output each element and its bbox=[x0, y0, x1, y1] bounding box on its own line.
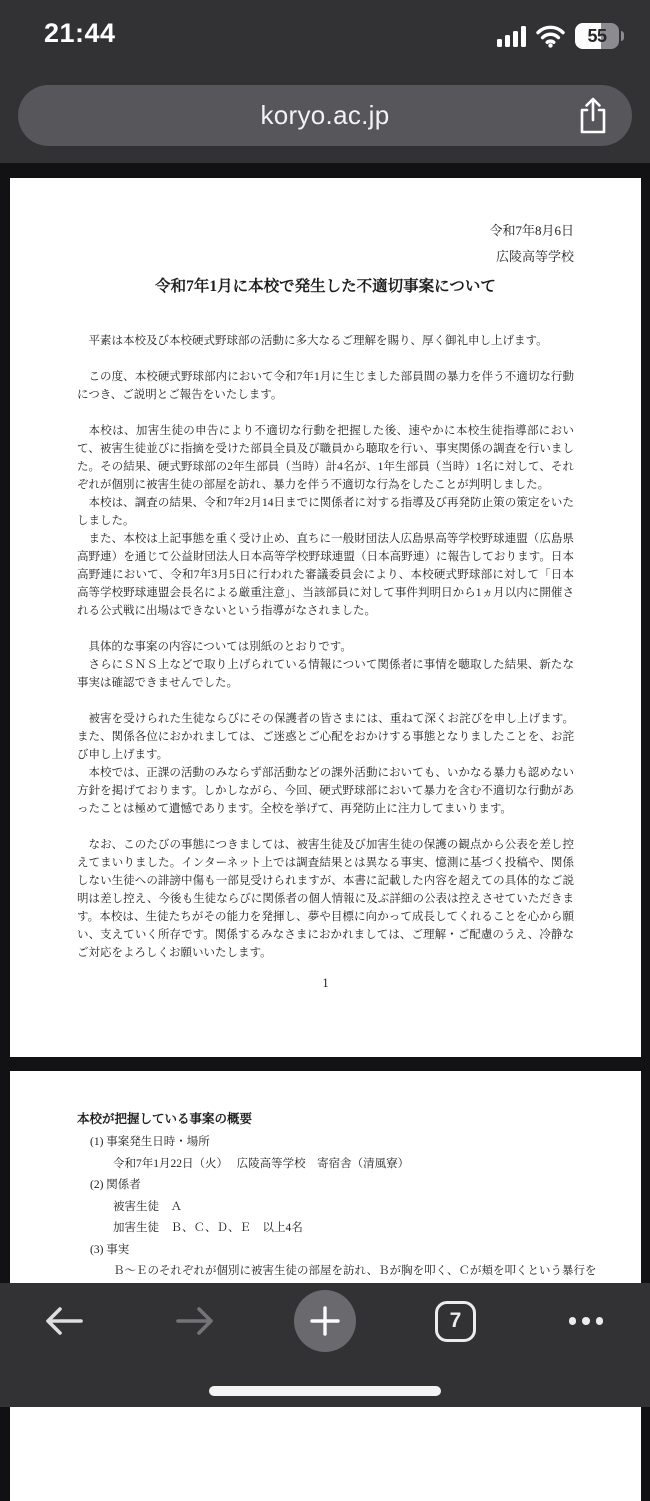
ellipsis-icon bbox=[569, 1317, 604, 1325]
document-paragraph: 被害を受けられた生徒ならびにその保護者の皆さまには、重ねて深くお詫びを申し上げます。また、関係各位におかれましては、ご迷惑とご心配をおかけする事態となりましたことを、お詫び申し上げます。 bbox=[77, 713, 574, 761]
tab-count-badge bbox=[435, 1301, 476, 1342]
tab-count: 7 bbox=[449, 1309, 462, 1332]
share-icon bbox=[576, 96, 610, 136]
document-paragraph: なお、このたびの事態につきましては、被害生徒及び加害生徒の保護の観点から公表を差し控えてまいりました。インターネット上では調査結果とは異なる事実、憶測に基づく投稿や、関係しない生徒への誹謗中傷も一部見受けられますが、本書に記載した内容を超えての具体的なご説明は差し控え、今後も生徒ならびに関係者の個人情報に及ぶ詳細の公表は控えさせていただきます。本校は、生徒たちがその能力を発揮し、夢や目標に向かって成長してくれることを心から願い、支えていく所存です。関係するみなさまにおかれましては、ご理解・ご配慮のうえ、冷静なご対応をよろしくお願いいたします。 bbox=[77, 839, 574, 959]
overview-line: 加害生徒 Ｂ、Ｃ、Ｄ、Ｅ 以上4名 bbox=[113, 1222, 303, 1234]
overview-list bbox=[77, 1132, 597, 1304]
document-paragraph: 具体的な事案の内容については別紙のとおりです。 bbox=[88, 641, 352, 653]
document-paragraph: 本校では、正課の活動のみならず部活動などの課外活動においても、いかなる暴力も認めない方針を掲げております。しかしながら、今回、硬式野球部において暴力を含む不適切な行動があったことは極めて遺憾であります。全校を挙げて、再発防止に注力してまいります。 bbox=[77, 767, 574, 815]
overview-line: Ｂ～Ｅのそれぞれが個別に被害生徒の部屋を訪れ、Ｂが胸を叩く、Ｃが頬を叩くという暴行を bbox=[113, 1265, 597, 1277]
back-button[interactable] bbox=[32, 1289, 96, 1353]
document-paragraph: 平素は本校及び本校硬式野球部の活動に多大なるご理解を賜り、厚く御礼申し上げます。 bbox=[88, 335, 548, 347]
overview-heading: 本校が把握している事案の概要 bbox=[77, 1112, 253, 1126]
document-body bbox=[77, 332, 574, 962]
new-tab-button[interactable] bbox=[293, 1289, 357, 1353]
document-title: 令和7年1月に本校で発生した不適切事案について bbox=[155, 278, 496, 295]
document-paragraph: また、本校は上記事態を重く受け止め、直ちに一般財団法人広島県高等学校野球連盟（広島県高野連）を通じて公益財団法人日本高等学校野球連盟（日本高野連）に報告しております。日本高野連において、令和7年3月5日に行われた審議委員会により、本校硬式野球部に対して「日本高等学校野球連盟会長名による厳重注意」、当該部員に対して事件判明日から1ヵ月以内に開催される公式戦に出場はできないという指導がなされました。 bbox=[77, 533, 574, 617]
forward-button[interactable] bbox=[163, 1289, 227, 1353]
tabs-button[interactable] bbox=[424, 1289, 488, 1353]
document-paragraph: 本校は、調査の結果、令和7年2月14日までに関係者に対する指導及び再発防止策の策定をいたしました。 bbox=[77, 497, 574, 527]
address-bar-url: koryo.ac.jp bbox=[260, 100, 390, 130]
battery-percent: 55 bbox=[587, 25, 607, 46]
document-paragraph: 本校は、加害生徒の申告により不適切な行動を把握した後、速やかに本校生徒指導部において、被害生徒並びに指摘を受けた部員全員及び職員から聴取を行い、事実関係の調査を行いました。その結果、硬式野球部の2年生部員（当時）計4名が、1年生部員（当時）1名に対して、それぞれが個別に被害生徒の部屋を訪れ、暴力を伴う不適切な行為をしたことが判明しました。 bbox=[77, 425, 574, 491]
cellular-signal-icon bbox=[497, 25, 527, 47]
document-date: 令和7年8月6日 bbox=[489, 223, 574, 238]
pdf-page-1 bbox=[10, 178, 641, 1057]
document-organization: 広陵高等学校 bbox=[495, 249, 574, 264]
browser-bottom-toolbar bbox=[0, 1283, 650, 1407]
forward-arrow-icon bbox=[174, 1304, 216, 1338]
share-button[interactable] bbox=[570, 93, 616, 139]
battery-icon bbox=[575, 23, 619, 49]
page-number: 1 bbox=[322, 976, 329, 990]
more-menu-button[interactable] bbox=[554, 1289, 618, 1353]
overview-line: (2) 関係者 bbox=[90, 1179, 141, 1191]
overview-line: (3) 事実 bbox=[90, 1243, 130, 1256]
address-bar[interactable] bbox=[18, 85, 632, 146]
overview-line: 被害生徒 Ａ bbox=[113, 1200, 182, 1213]
battery-nub bbox=[621, 31, 624, 41]
status-time: 21:44 bbox=[44, 18, 116, 48]
home-indicator[interactable] bbox=[209, 1386, 441, 1396]
document-paragraph: さらにＳＮＳ上などで取り上げられている情報について関係者に事情を聴取した結果、新たな事実は確認できませんでした。 bbox=[77, 659, 574, 689]
browser-top-chrome bbox=[0, 0, 650, 163]
overview-line: (1) 事案発生日時・場所 bbox=[90, 1136, 210, 1148]
document-paragraph: この度、本校硬式野球部内において令和7年1月に生じました部員間の暴力を伴う不適切な行動につき、ご説明とご報告をいたします。 bbox=[77, 371, 574, 401]
status-bar bbox=[0, 0, 650, 62]
back-arrow-icon bbox=[43, 1304, 85, 1338]
overview-line: 令和7年1月22日（火） 広陵高等学校 寄宿舎（清風寮） bbox=[113, 1157, 410, 1170]
document-header bbox=[77, 218, 574, 270]
wifi-icon bbox=[535, 24, 566, 48]
web-content-scroll-area[interactable] bbox=[0, 163, 650, 1407]
plus-icon bbox=[307, 1303, 343, 1339]
